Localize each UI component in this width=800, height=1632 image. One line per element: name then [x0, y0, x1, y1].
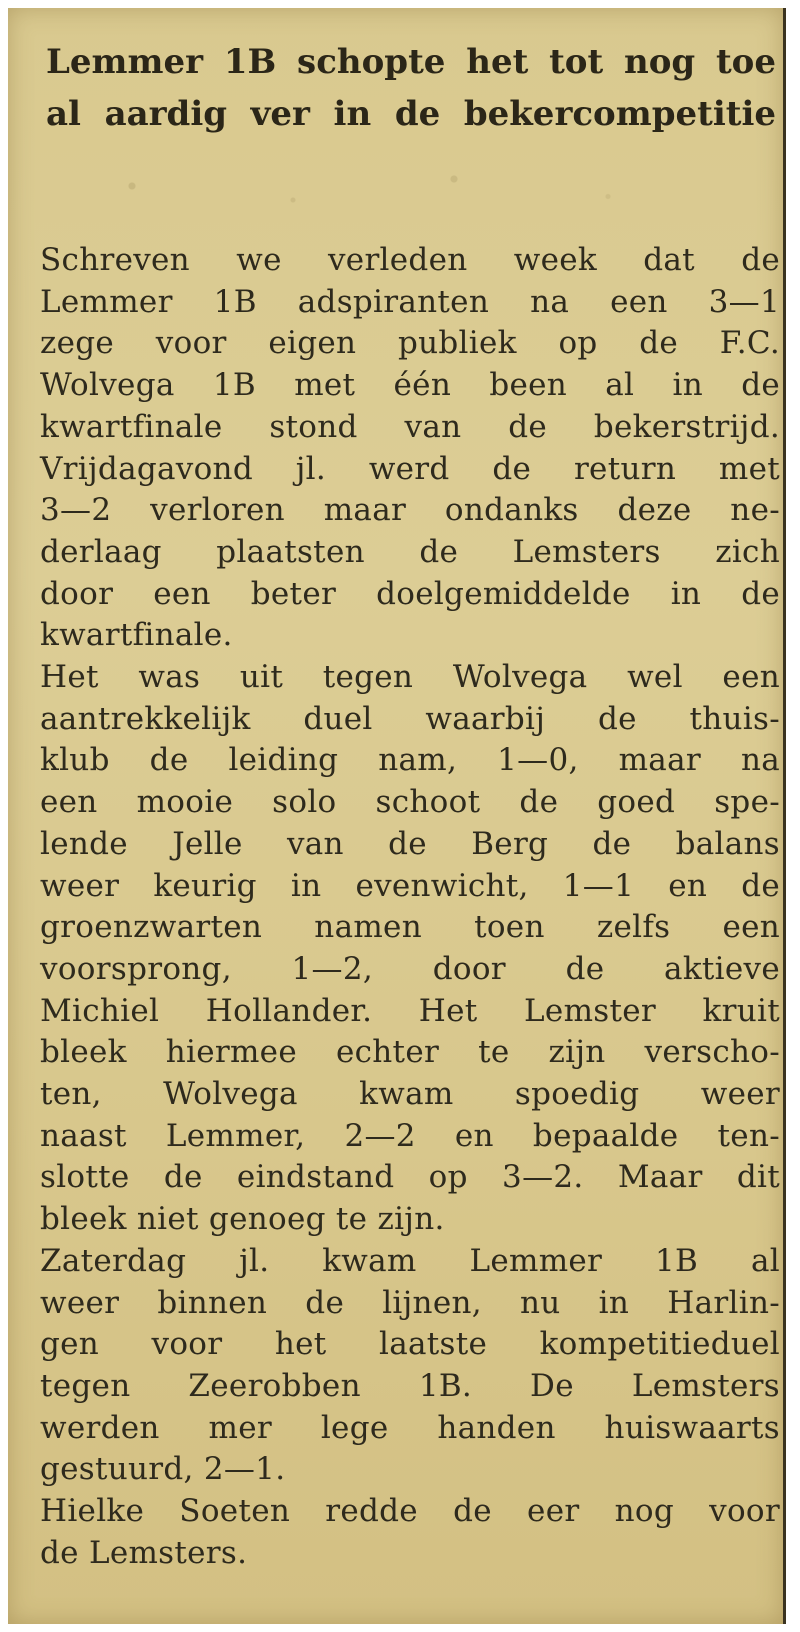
- article-line: lende Jelle van de Berg de balans: [40, 825, 780, 862]
- article-line: Wolvega 1B met één been al in de: [40, 367, 780, 404]
- article-line: aantrekkelijk duel waarbij de thuis-: [40, 700, 780, 737]
- newspaper-clipping: [8, 8, 786, 1624]
- article-line: weer keurig in evenwicht, 1—1 en de: [40, 867, 780, 904]
- article-line: Michiel Hollander. Het Lemster kruit: [40, 992, 780, 1029]
- paper-speckle: [48, 158, 748, 228]
- article-line: Zaterdag jl. kwam Lemmer 1B al: [40, 1242, 780, 1279]
- article-line: weer binnen de lijnen, nu in Harlin-: [40, 1284, 780, 1321]
- article-line: ten, Wolvega kwam spoedig weer: [40, 1076, 780, 1113]
- article-line: slotte de eindstand op 3—2. Maar dit: [40, 1159, 780, 1196]
- headline-line-1: Lemmer 1B schopte het tot nog toe: [46, 42, 776, 82]
- article-line: tegen Zeerobben 1B. De Lemsters: [40, 1367, 780, 1404]
- article-line: derlaag plaatsten de Lemsters zich: [40, 533, 780, 570]
- headline: [46, 36, 776, 140]
- article-line: kwartfinale stond van de bekerstrijd.: [40, 408, 780, 445]
- article-line: voorsprong, 1—2, door de aktieve: [40, 950, 780, 987]
- article-line: de Lemsters.: [40, 1534, 248, 1571]
- article-line: gestuurd, 2—1.: [40, 1451, 286, 1488]
- article-line: door een beter doelgemiddelde in de: [40, 575, 780, 612]
- article-line: gen voor het laatste kompetitieduel: [40, 1326, 780, 1363]
- article-line: Lemmer 1B adspiranten na een 3—1: [40, 283, 780, 320]
- article-line: Vrijdagavond jl. werd de return met: [40, 450, 780, 487]
- article-line: een mooie solo schoot de goed spe-: [40, 784, 780, 821]
- article-line: klub de leiding nam, 1—0, maar na: [40, 742, 780, 779]
- article-line: bleek hiermee echter te zijn verscho-: [40, 1034, 780, 1071]
- article-line: Hielke Soeten redde de eer nog voor: [40, 1493, 780, 1530]
- article-line: naast Lemmer, 2—2 en bepaalde ten-: [40, 1117, 780, 1154]
- article-line: werden mer lege handen huiswaarts: [40, 1409, 780, 1446]
- headline-line-2: al aardig ver in de bekercompetitie: [46, 94, 776, 134]
- article-line: kwartfinale.: [40, 617, 233, 654]
- article-line: 3—2 verloren maar ondanks deze ne-: [40, 492, 780, 529]
- article-line: groenzwarten namen toen zelfs een: [40, 909, 780, 946]
- article-line: Het was uit tegen Wolvega wel een: [40, 659, 780, 696]
- article-line: zege voor eigen publiek op de F.C.: [40, 325, 780, 362]
- article-line: Schreven we verleden week dat de: [40, 242, 780, 278]
- article-line: bleek niet genoeg te zijn.: [40, 1201, 445, 1238]
- article-body: [40, 240, 780, 1575]
